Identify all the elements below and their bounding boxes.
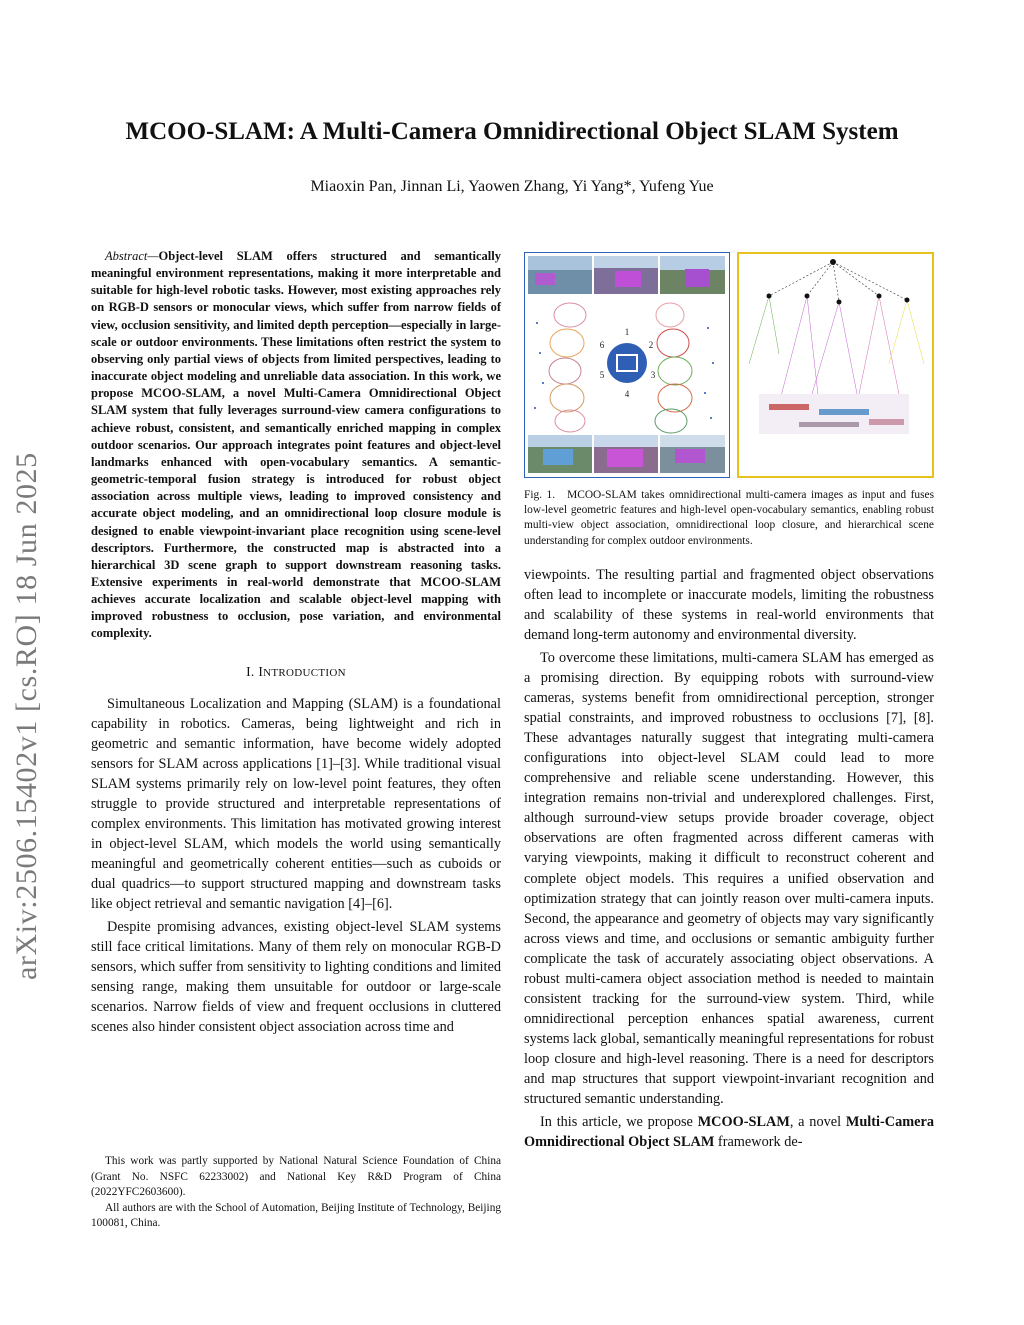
- robot-body: [607, 343, 647, 383]
- object-links: [749, 296, 924, 404]
- sky-region: [528, 256, 592, 270]
- camera-number: 4: [624, 389, 630, 399]
- object-mask: [535, 273, 555, 285]
- affiliation-footnote: All authors are with the School of Automation, Beijing Institute of Technology, Beijing 100081, China.: [91, 1201, 501, 1229]
- abstract-label: Abstract—: [105, 249, 159, 263]
- arxiv-identifier: arXiv:2506.15402v1 [cs.RO] 18 Jun 2025: [10, 452, 43, 980]
- system-name: MCOO-SLAM: [697, 1114, 790, 1131]
- sky-region: [660, 435, 725, 447]
- camera-number: 1: [624, 327, 630, 337]
- object-mask: [685, 269, 709, 287]
- sky-region: [594, 256, 658, 268]
- figure-label: Fig. 1.: [524, 489, 556, 501]
- object-mask: [607, 449, 643, 467]
- multi-camera-illustration: [525, 253, 728, 476]
- intro-paragraph-1: Simultaneous Localization and Mapping (SLAM) is a foundational capability in robotics. Cameras, being lightweight and rich in geometric and semantic information, have become widely adopted sensors for SLAM across applications [1]–[3]. While traditional visual SLAM systems primarily rely on low-level point features, they often struggle to provide structured and interpretable representations of complex environments. This limitation has motivated growing interest in object-level SLAM, which models the world using semantically meaningful and geometrically coherent entities—such as cuboids or dual quadrics—to support structured mapping and downstream tasks like object retrieval and semantic navigation [4]–[6].: [91, 695, 501, 913]
- paragraph-prefix: In this article, we propose: [540, 1114, 698, 1131]
- camera-number: 2: [648, 340, 654, 350]
- footnotes: [91, 1154, 501, 1232]
- paper-title: MCOO-SLAM: A Multi-Camera Omnidirectional Object SLAM System: [125, 118, 899, 145]
- sky-region: [528, 435, 592, 447]
- multi-camera-panel: [524, 252, 730, 478]
- graph-nodes: [767, 259, 910, 305]
- sky-region: [660, 256, 725, 270]
- section-number: I.: [246, 663, 255, 679]
- funding-footnote: This work was partly supported by National Natural Science Foundation of China (Grant No. NSFC 62233002) and National Key R&D Program of China (2022YFC2603600).: [91, 1155, 501, 1198]
- framework-name: Multi-Camera Omnidirectional Object SLAM: [524, 1114, 934, 1151]
- section-heading-introduction: [91, 662, 501, 683]
- object-mask: [675, 449, 705, 463]
- right-paragraph-1: viewpoints. The resulting partial and fragmented object observations often lead to incomplete or inaccurate models, limiting the robustness and scalability of these systems in real-world environments that demand long-term autonomy and environmental diversity.: [524, 566, 934, 643]
- camera-number: 5: [599, 370, 605, 380]
- left-column: [91, 248, 501, 1040]
- abstract: [91, 248, 501, 643]
- abstract-text: Object-level SLAM offers structured and semantically meaningful environment representations, making it more interpretable and suitable for high-level robotic tasks. However, most existing approaches rely on RGB-D sensors or monocular views, which suffer from narrow fields of view, occlusion sensitivity, and limited depth perception—especially in large-scale or outdoor environments. These limitations often restrict the system to observing only partial views of objects from limited perspectives, leading to inaccurate object modeling and unreliable data association. In this work, we propose MCOO-SLAM, a novel Multi-Camera Omnidirectional Object SLAM system that fully leverages surround-view camera configurations to achieve robust, consistent, and semantically enriched mapping in complex outdoor scenarios. Our approach integrates point features and object-level landmarks enhanced with open-vocabulary semantics. A semantic-geometric-temporal fusion strategy is introduced for robust object association across multiple views, leading to improved consistency and accurate object modeling, and an omnidirectional loop closure module is designed to enable viewpoint-invariant place recognition using scene-level descriptors. Furthermore, the constructed map is abstracted into a hierarchical 3D scene graph to support downstream reasoning tasks. Extensive experiments in real-world demonstrate that MCOO-SLAM achieves accurate localization and scalable object-level mapping with improved robustness to occlusion, pose variation, and environmental complexity.: [91, 249, 501, 641]
- paragraph-suffix: framework de-: [714, 1134, 803, 1151]
- graph-edges: [769, 262, 907, 302]
- object-mask: [543, 449, 573, 465]
- right-paragraph-3: [524, 1112, 934, 1152]
- figure-caption-text: MCOO-SLAM takes omnidirectional multi-camera images as input and fuses low-level geometric features and high-level open-vocabulary semantics, enabling robust multi-view object association, omnidirectional loop closure, and hierarchical scene understanding for complex outdoor environments.: [524, 489, 934, 547]
- scene-graph-illustration: [739, 254, 932, 476]
- scene-graph-panel: [737, 252, 934, 478]
- author-list: Miaoxin Pan, Jinnan Li, Yaowen Zhang, Yi Yang*, Yufeng Yue: [310, 178, 714, 195]
- right-body-text: [524, 565, 934, 1152]
- figure-1: [524, 252, 934, 478]
- intro-paragraph-2: Despite promising advances, existing object-level SLAM systems still face critical limitations. Many of them rely on monocular RGB-D sensors, which suffer from sensitivity to lighting conditions and limited sensing range, making them unsuitable for outdoor or large-scale scenarios. Narrow fields of view and frequent occlusions in cluttered scenes also hinder consistent object association across time and: [91, 919, 501, 1036]
- map-point-cloud: [759, 394, 909, 434]
- section-title: INTRODUCTION: [258, 663, 346, 679]
- right-column: [524, 252, 934, 1155]
- paragraph-middle: , a novel: [789, 1114, 846, 1131]
- camera-number: 6: [599, 340, 605, 350]
- camera-number: 3: [650, 370, 656, 380]
- object-mask: [615, 271, 641, 287]
- sky-region: [594, 435, 658, 447]
- right-paragraph-2: To overcome these limitations, multi-camera SLAM has emerged as a promising direction. By equipping robots with surround-view cameras, systems benefit from omnidirectional perception, stronger spatial constraints, and improved robustness to occlusions [7], [8]. These advantages naturally suggest that integrating multi-camera configurations into object-level SLAM could lead to more comprehensive and reliable scene understanding. However, this integration remains non-trivial and underexplored challenges. First, although surround-view setups provide broader coverage, object observations are often fragmented across different cameras with varying viewpoints, making it difficult to reconstruct coherent and complete object models. This requires a unified observation and optimization strategy that can jointly reason over multi-camera inputs. Second, the appearance and geometry of objects may vary significantly across views and time, and occlusions or semantic ambiguity further complicate the task of accurately associating object observations. A robust multi-camera object association method is needed to maintain consistent tracking for the surround-view system. Third, while omnidirectional perception enhances spatial awareness, current systems lack global, semantically meaningful representations for robust loop closure and high-level reasoning. There is a need for descriptors and map structures that support viewpoint-invariant recognition and structured semantic understanding.: [524, 650, 934, 1108]
- figure-caption: [524, 488, 934, 549]
